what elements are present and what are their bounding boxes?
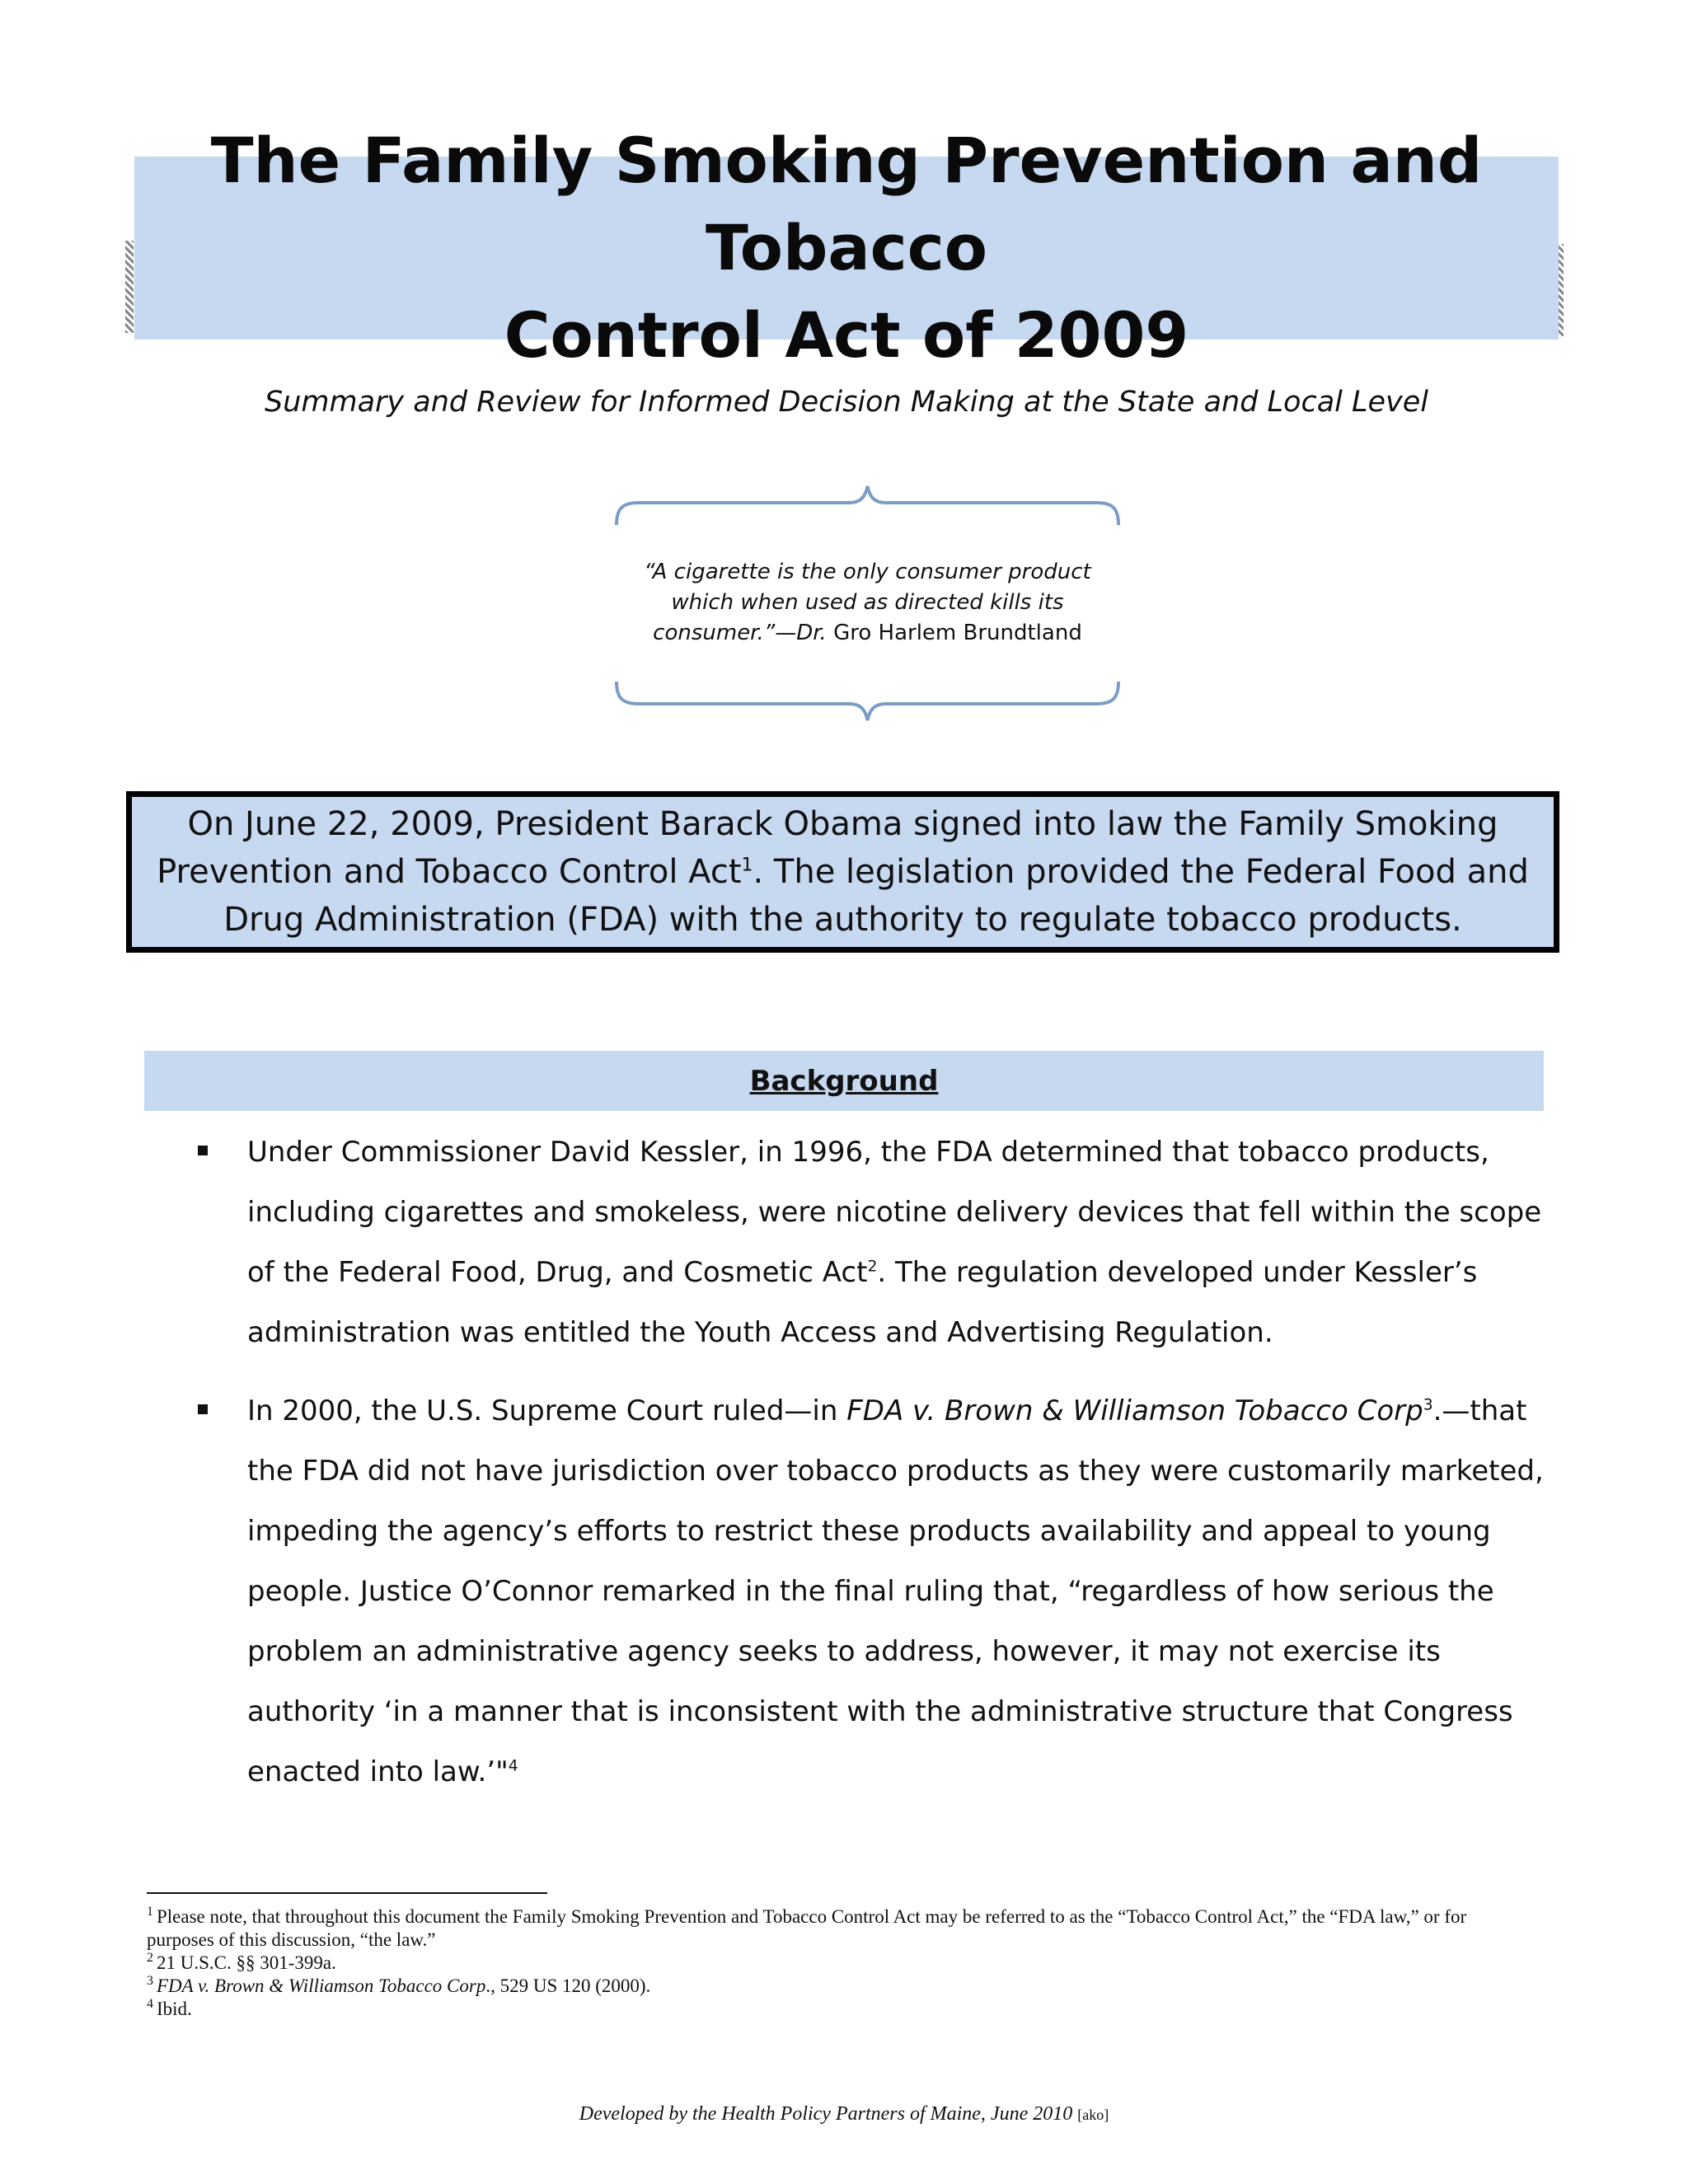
footnote-ref-3[interactable]: 3	[1423, 1396, 1433, 1414]
quote-line-1: “A cigarette is the only consumer product	[644, 560, 1091, 584]
footnote-4: $^4$ Ibid.	[147, 1997, 192, 2019]
footnotes-list	[147, 1905, 1498, 2021]
quote-block	[614, 557, 1121, 649]
square-bullet-icon	[198, 1146, 208, 1155]
footer-credit: Developed by the Health Policy Partners of Maine, June 2010	[579, 2103, 1073, 2125]
bottom-brace-graphic	[614, 677, 1121, 727]
title-line-1: The Family Smoking Prevention and Tobacco	[210, 124, 1483, 284]
footnote-ref-4[interactable]: 4	[508, 1757, 518, 1775]
page-footer	[0, 2103, 1688, 2125]
square-bullet-icon	[198, 1404, 208, 1414]
decorative-hatch-left	[125, 241, 134, 333]
footnote-2: $^2$ 21 U.S.C. §§ 301-399a.	[147, 1951, 336, 1973]
bullet-item: Under Commissioner David Kessler, in 1996, the FDA determined that tobacco products, including cigarettes and smokeless, were nicotine delivery devices that fell within the scope of the Federal Food, Drug, and Cosmetic Act$^2$. The regulation developed under Kessler’s administration was entitled the Youth Access and Advertising Regulation.	[198, 1122, 1550, 1363]
title-banner	[134, 124, 1559, 372]
footnote-ref-1[interactable]: 1	[741, 855, 753, 876]
footnote-3: $^3$ FDA v. Brown & Williamson Tobacco Corp., 529 US 120 (2000).	[147, 1974, 651, 1996]
footnote-separator	[147, 1892, 547, 1894]
footnote-ref-2[interactable]: 2	[867, 1258, 878, 1276]
quote-attribution: Gro Harlem Brundtland	[833, 621, 1082, 645]
case-name: FDA v. Brown & Williamson Tobacco Corp	[846, 1394, 1423, 1427]
quote-line-3: consumer.”—Dr.	[653, 621, 827, 645]
announcement-text: On June 22, 2009, President Barack Obama signed into law the Family Smoking Prevention and Tobacco Control Act$^1$. The legislation provided the Federal Food and Drug Administration (FDA) with the authority to regulate tobacco products.	[157, 805, 1529, 939]
title-line-2: Control Act of 2009	[504, 298, 1189, 372]
footnote-1: $^1$ Please note, that throughout this document the Family Smoking Prevention and Tobacco Control Act may be referred to as the “Tobacco Control Act,” the “FDA law,” or for purposes of this discussion, “the law.”	[147, 1905, 1467, 1950]
background-bullet-list	[198, 1122, 1550, 1821]
document-subtitle: Summary and Review for Informed Decision Making at the State and Local Level	[264, 386, 1428, 419]
quote-line-2: which when used as directed kills its	[671, 590, 1064, 615]
document-title	[150, 117, 1543, 379]
background-heading: Background	[749, 1064, 939, 1098]
bullet-item: In 2000, the U.S. Supreme Court ruled—in FDA v. Brown & Williamson Tobacco Corp$^3$.—that the FDA did not have jurisdiction over tobacco products as they were customarily marketed, impeding the agency’s efforts to restrict these products availability and appeal to young people. Justice O’Connor remarked in the final ruling that, “regardless of how serious the problem an administrative agency seeks to address, however, it may not exercise its authority ‘in a manner that is inconsistent with the administrative structure that Congress enacted into law.’"$^4$	[198, 1381, 1550, 1802]
footer-tag: [ako]	[1077, 2107, 1109, 2123]
top-brace-graphic	[614, 480, 1121, 529]
background-heading-banner	[144, 1051, 1544, 1111]
announcement-box	[126, 791, 1559, 953]
